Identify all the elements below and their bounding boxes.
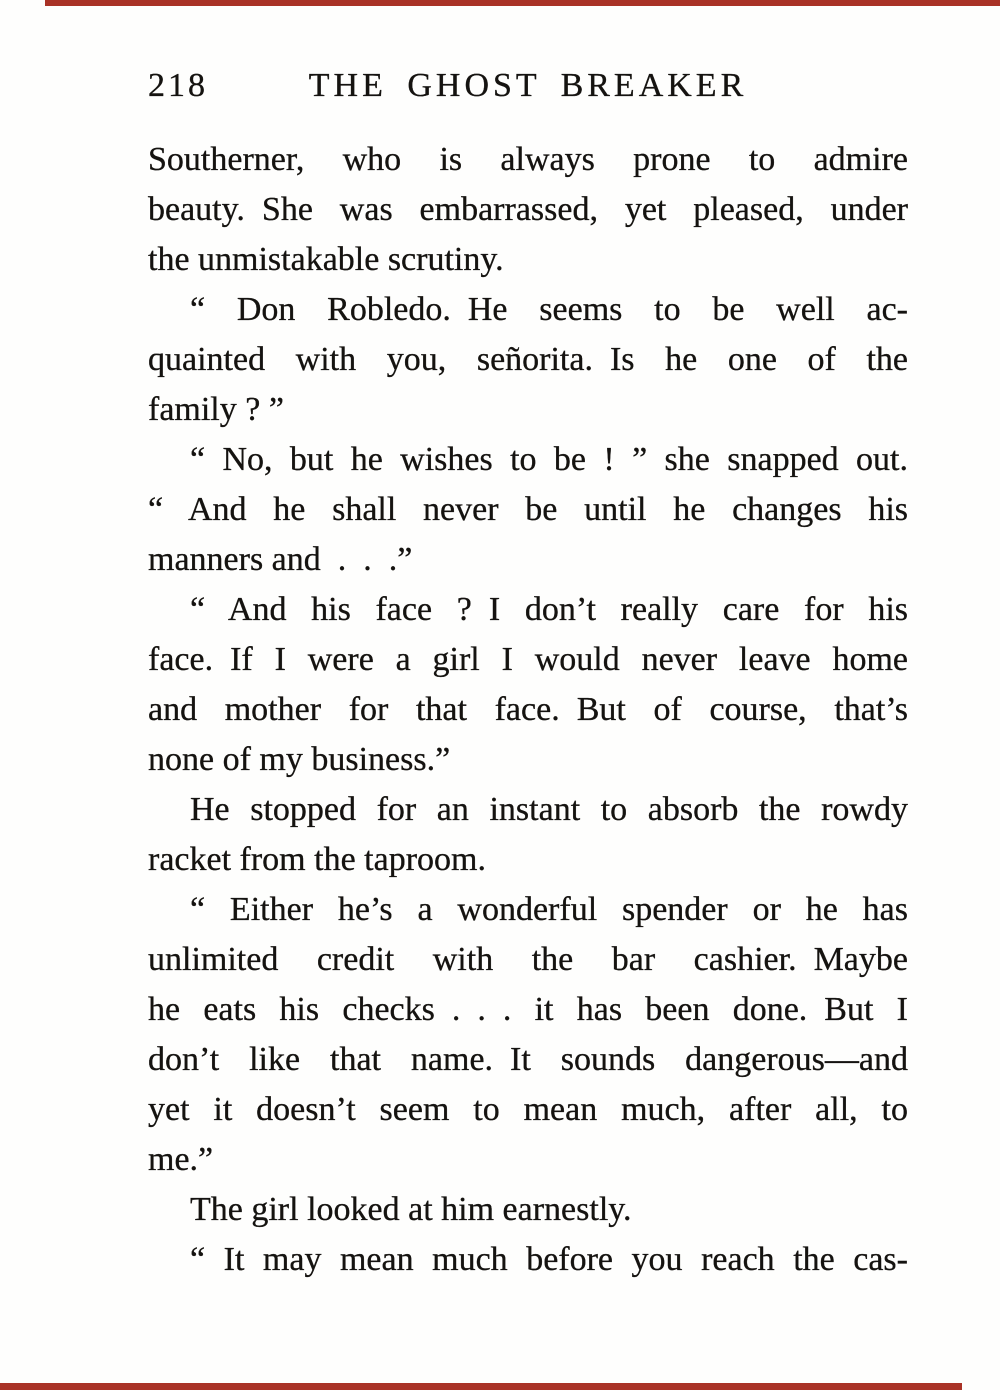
page-body	[148, 135, 908, 1285]
text-line: unlimited credit with the bar cashier. Maybe	[148, 941, 908, 978]
page-header	[148, 64, 908, 108]
text-line: don’t like that name. It sounds dangerous—and	[148, 1041, 908, 1078]
scan-redline-top	[45, 0, 1000, 6]
text-line: “ It may mean much before you reach the cas-	[190, 1241, 908, 1278]
text-line: and mother for that face. But of course, that’s	[148, 691, 908, 728]
text-line: the unmistakable scrutiny.	[148, 241, 504, 278]
text-line: “ Don Robledo. He seems to be well ac-	[190, 291, 908, 328]
text-line: racket from the taproom.	[148, 841, 486, 878]
page-number: 218	[148, 67, 208, 104]
text-line: Southerner, who is always prone to admire	[148, 141, 908, 178]
text-line: he eats his checks . . . it has been done. But I	[148, 991, 908, 1028]
text-line: none of my business.”	[148, 741, 451, 778]
scan-redline-bottom	[0, 1383, 962, 1390]
text-line: The girl looked at him earnestly.	[190, 1191, 632, 1228]
text-line: beauty. She was embarrassed, yet pleased, under	[148, 191, 908, 228]
text-line: “ Either he’s a wonderful spender or he has	[190, 891, 908, 928]
paragraph	[148, 785, 908, 885]
text-line: manners and . . .”	[148, 541, 413, 578]
paragraph	[148, 1235, 908, 1285]
paragraph	[148, 585, 908, 785]
running-title: THE GHOST BREAKER	[308, 67, 748, 104]
text-line: me.”	[148, 1141, 214, 1178]
text-line: “ And he shall never be until he changes his	[148, 491, 908, 528]
text-line: quainted with you, señorita. Is he one of the	[148, 341, 908, 378]
text-line: family ? ”	[148, 391, 284, 428]
text-line: “ No, but he wishes to be ! ” she snapped out.	[190, 441, 908, 478]
text-line: “ And his face ? I don’t really care for his	[190, 591, 908, 628]
paragraph	[148, 435, 908, 585]
paragraph	[148, 285, 908, 435]
text-line: face. If I were a girl I would never leave home	[148, 641, 908, 678]
text-line: yet it doesn’t seem to mean much, after all, to	[148, 1091, 908, 1128]
paragraph	[148, 135, 908, 285]
text-line: He stopped for an instant to absorb the rowdy	[190, 791, 908, 828]
paragraph	[148, 885, 908, 1185]
paragraph	[148, 1185, 908, 1235]
